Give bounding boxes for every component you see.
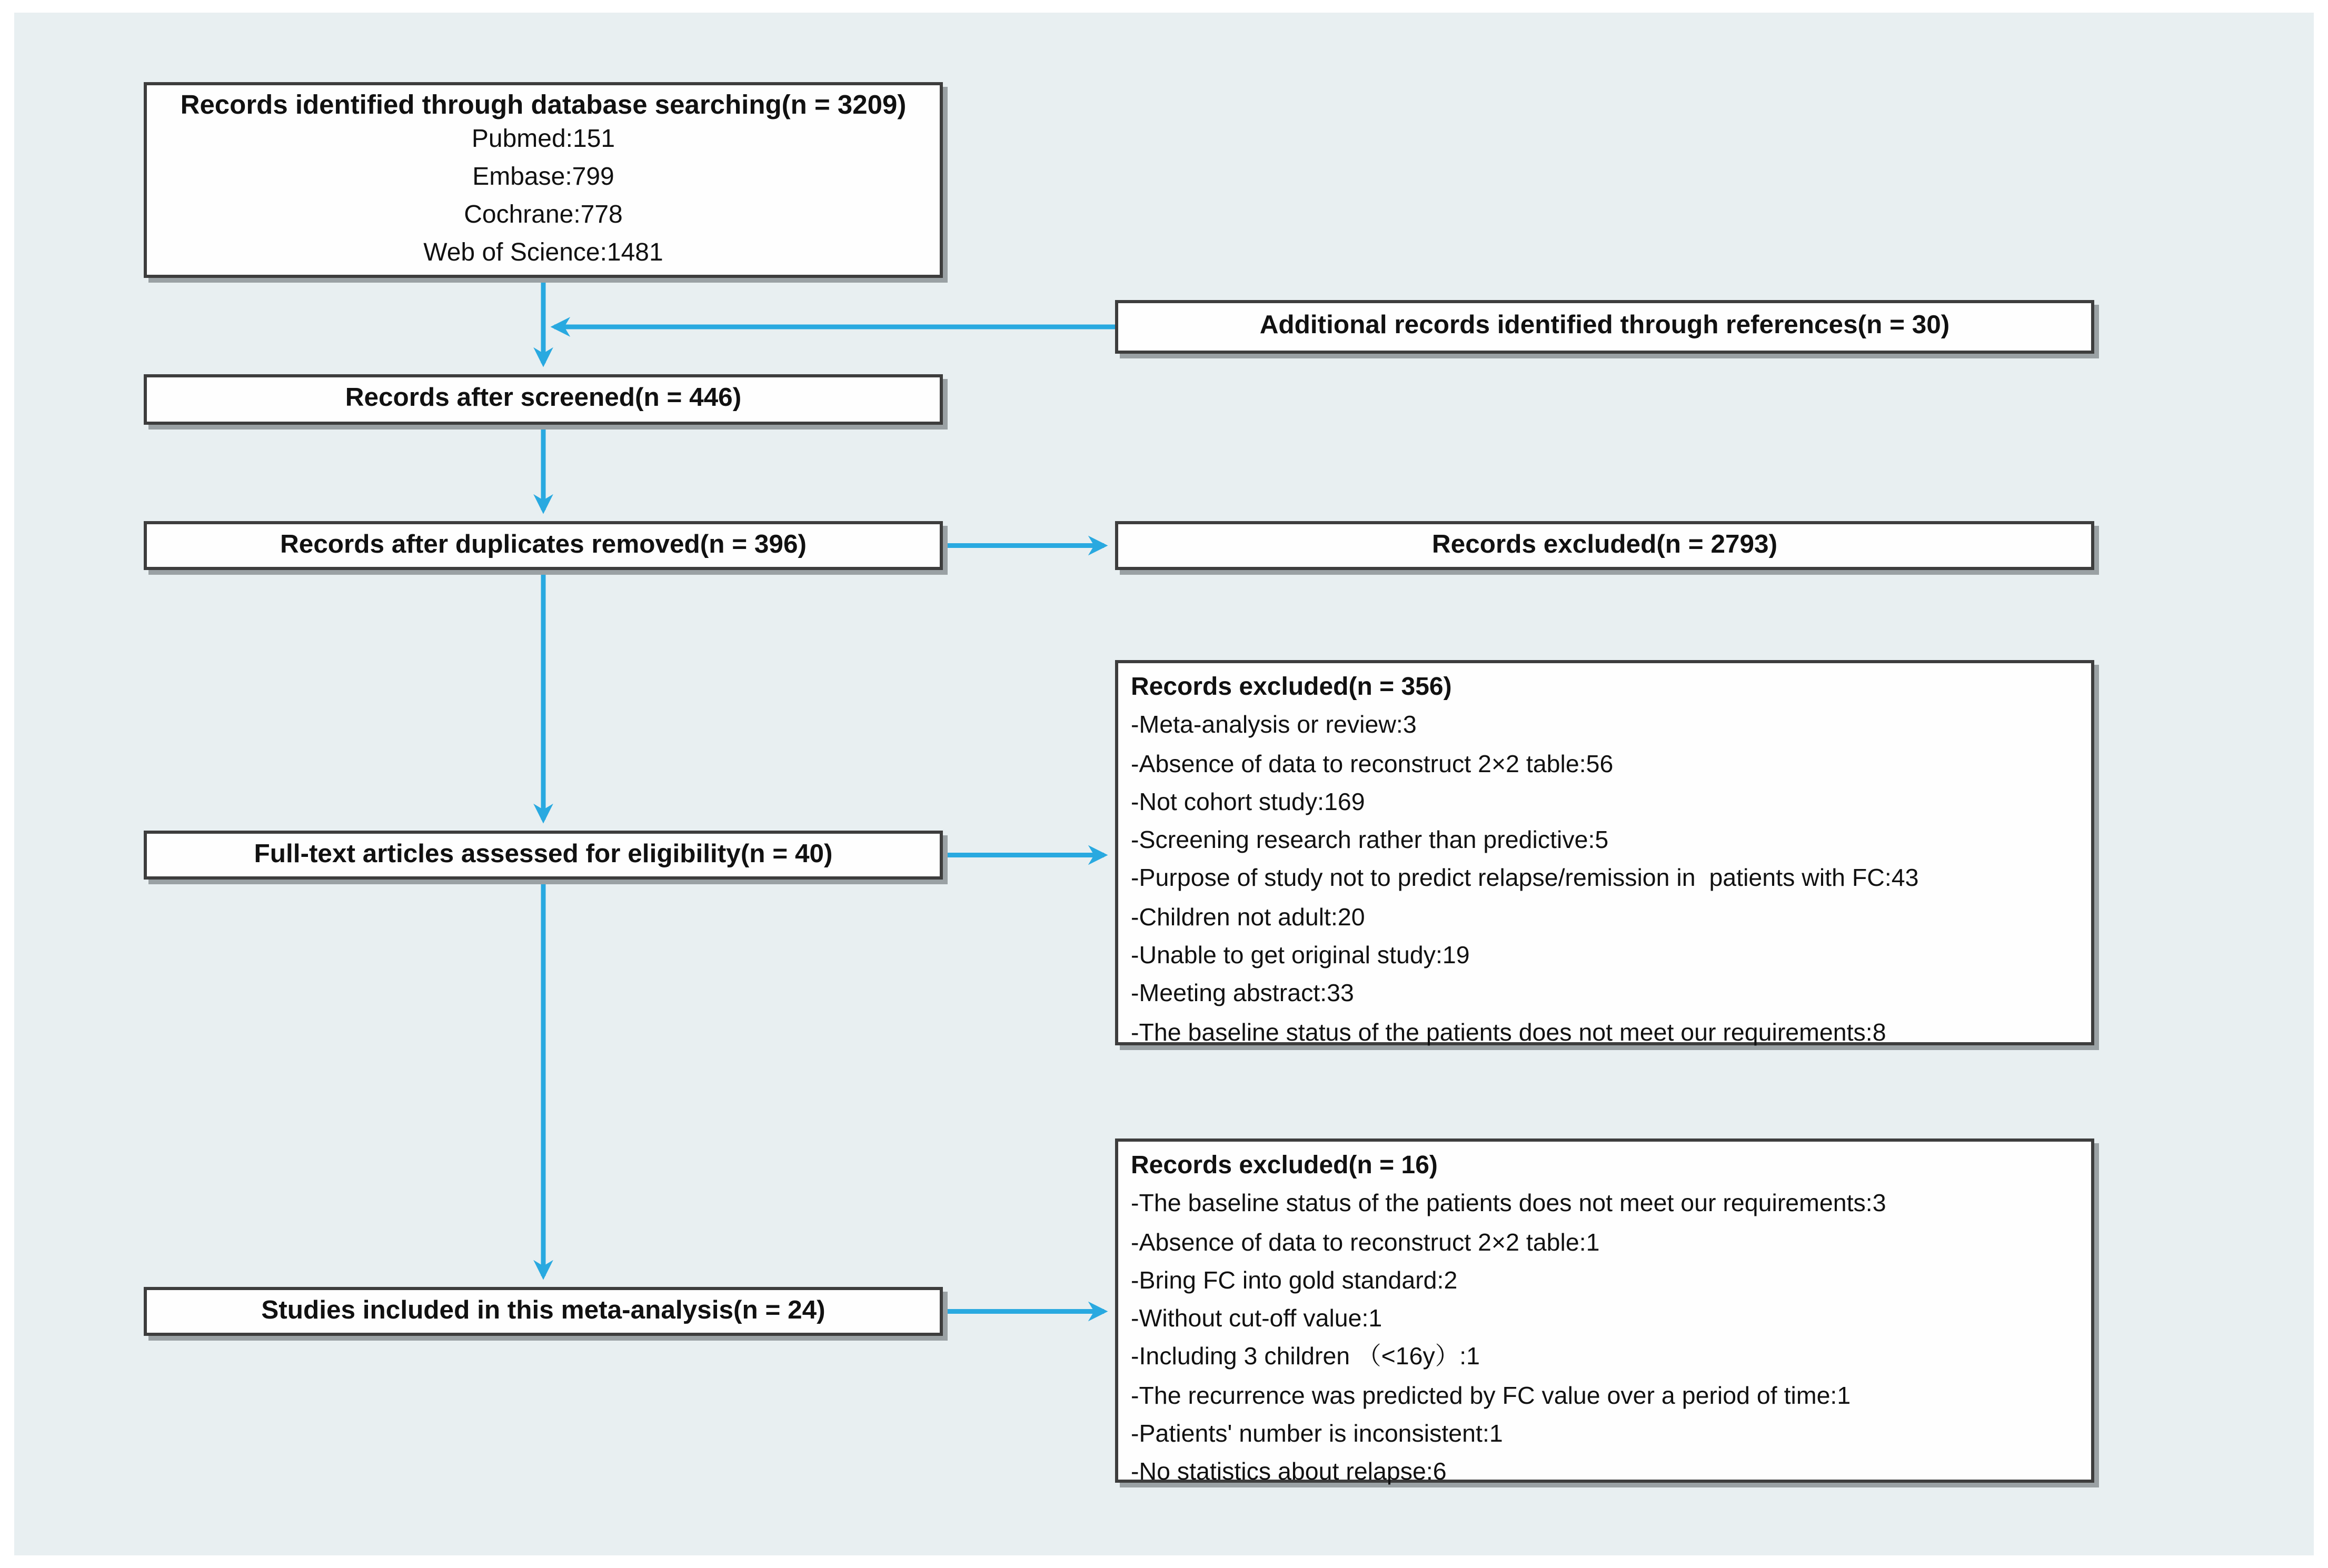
box-additional-records (1115, 300, 2094, 354)
box-title: Records excluded(n = 2793) (1431, 530, 1778, 558)
exclusion-reason: -Meeting abstract:33 (1131, 981, 1354, 1008)
exclusion-reason: -The baseline status of the patients does not meet our requirements:8 (1131, 1020, 1886, 1047)
exclusion-reason: -Including 3 children （<16y）:1 (1131, 1344, 1480, 1372)
box-title: Records after screened(n = 446) (345, 384, 742, 413)
exclusion-reason: -Meta-analysis or review:3 (1131, 712, 1417, 740)
exclusion-reason: -Patients' number is inconsistent:1 (1131, 1421, 1503, 1449)
box-records-excluded-16 (1115, 1138, 2094, 1487)
exclusion-reason: -No statistics about relapse:6 (1131, 1460, 1447, 1487)
exclusion-reason: -Bring FC into gold standard:2 (1131, 1267, 1458, 1295)
box-title: Records excluded(n = 356) (1131, 674, 1452, 701)
exclusion-reason: -The recurrence was predicted by FC value over a period of time:1 (1131, 1383, 1851, 1410)
box-fulltext-assessed (144, 831, 943, 880)
box-title: Additional records identified through references(n = 30) (1259, 311, 1950, 340)
exclusion-reason: -Unable to get original study:19 (1131, 943, 1470, 970)
box-title: Records after duplicates removed(n = 396) (280, 530, 807, 558)
box-title: Full-text articles assessed for eligibility(n = 40) (254, 839, 833, 868)
box-studies-included (144, 1287, 943, 1336)
box-records-excluded-2793 (1115, 521, 2094, 570)
box-records-screened (144, 374, 943, 425)
source-count-cochrane: Cochrane:778 (464, 203, 623, 230)
source-count-embase: Embase:799 (472, 165, 614, 192)
box-title: Records excluded(n = 16) (1131, 1153, 1438, 1180)
exclusion-reason: -Purpose of study not to predict relapse/remission in patients with FC:43 (1131, 866, 1919, 893)
box-title: Records identified through database searching(n = 3209) (180, 90, 907, 120)
exclusion-reason: -Screening research rather than predictive:5 (1131, 827, 1609, 855)
exclusion-reason: -Absence of data to reconstruct 2×2 table:56 (1131, 751, 1614, 778)
exclusion-reason: -Without cut-off value:1 (1131, 1306, 1382, 1333)
exclusion-reason: -Not cohort study:169 (1131, 789, 1365, 816)
box-title: Studies included in this meta-analysis(n = 24) (261, 1295, 825, 1324)
exclusion-reason: -Absence of data to reconstruct 2×2 table:1 (1131, 1229, 1600, 1256)
box-records-excluded-356 (1115, 660, 2094, 1045)
box-records-identified (144, 82, 943, 278)
source-count-web-of-science: Web of Science:1481 (423, 241, 663, 268)
exclusion-reason: -Children not adult:20 (1131, 904, 1365, 932)
source-count-pubmed: Pubmed:151 (471, 127, 615, 154)
box-duplicates-removed (144, 521, 943, 570)
exclusion-reason: -The baseline status of the patients does not meet our requirements:3 (1131, 1191, 1886, 1218)
